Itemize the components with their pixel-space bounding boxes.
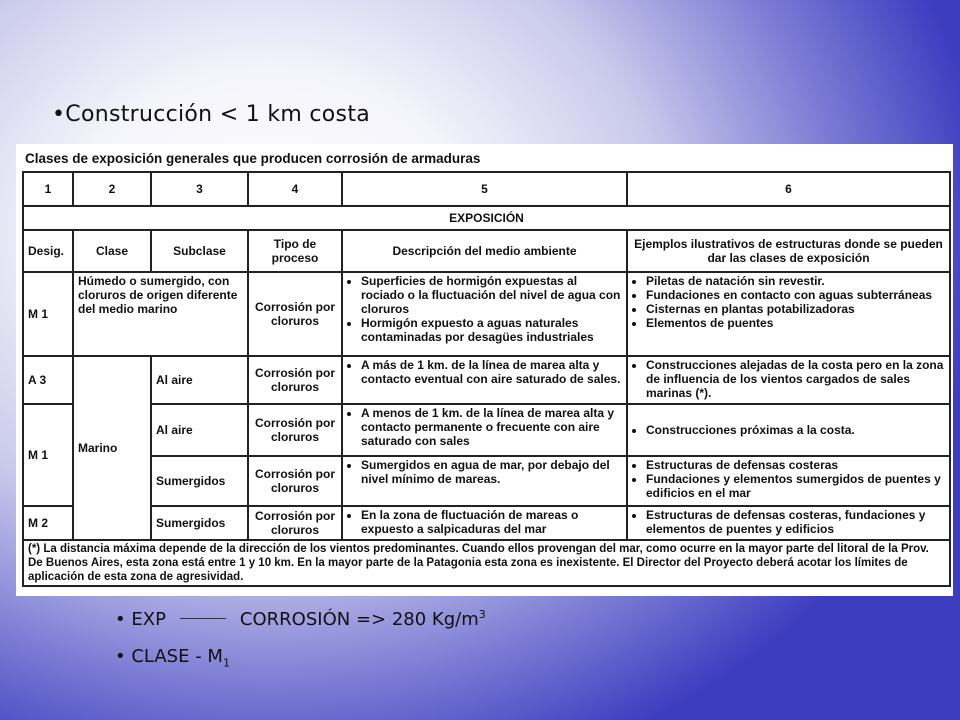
header-descripcion: Descripción del medio ambiente: [342, 230, 627, 272]
header-ejemplos: Ejemplos ilustrativos de estructuras donde se pueden dar las clases de exposición: [627, 230, 950, 272]
exposure-table-image: [16, 144, 953, 596]
header-desig: Desig.: [23, 230, 73, 272]
header-tipo: Tipo de proceso: [248, 230, 342, 272]
column-number-row: [23, 172, 950, 206]
cell-ejemplos: [627, 404, 950, 456]
col-number: 3: [151, 172, 248, 206]
bullet-clase-label: CLASE - M: [131, 646, 223, 667]
list-item: • En la zona de fluctuación de mareas o expuesto a salpicaduras del mar: [361, 508, 622, 536]
table-caption: Clases de exposición generales que producen corrosión de armaduras: [25, 151, 481, 166]
bullet-exp-corrosion: [115, 608, 486, 630]
cell-subclase: Sumergidos: [151, 506, 248, 540]
col-number: 1: [23, 172, 73, 206]
list-item: • Estructuras de defensas costeras, fundaciones y elementos de puentes y edificios: [646, 508, 945, 536]
cell-desig: M 1: [23, 404, 73, 506]
cell-desig: M 1: [23, 272, 73, 356]
header-clase: Clase: [73, 230, 151, 272]
bullet-exp-label: EXP: [131, 609, 166, 630]
cell-descripcion: [342, 456, 627, 506]
cell-descripcion: [342, 404, 627, 456]
col-number: 4: [248, 172, 342, 206]
bullet-value: => 280 Kg/m: [355, 609, 479, 630]
cell-ejemplos: [627, 456, 950, 506]
cell-descripcion: [342, 356, 627, 404]
list-item: • Sumergidos en agua de mar, por debajo del nivel mínimo de mareas.: [361, 458, 622, 486]
cell-ejemplos: [627, 356, 950, 404]
bullet-corrosion-label: CORROSIÓN: [239, 609, 351, 630]
cell-desig: M 2: [23, 506, 73, 540]
col-number: 5: [342, 172, 627, 206]
cell-ejemplos: [627, 272, 950, 356]
cell-tipo: Corrosión por cloruros: [248, 272, 342, 356]
cell-subclase: Al aire: [151, 356, 248, 404]
cell-tipo: Corrosión por cloruros: [248, 404, 342, 456]
list-item: • Hormigón expuesto a aguas naturales contaminadas por desagües industriales: [361, 316, 622, 344]
cell-clase: Húmedo o sumergido, con cloruros de origen diferente del medio marino: [73, 272, 248, 356]
table-row: [23, 272, 950, 356]
col-number: 6: [627, 172, 950, 206]
list-item: • Fundaciones y elementos sumergidos de puentes y edificios en el mar: [646, 472, 945, 500]
cell-tipo: Corrosión por cloruros: [248, 506, 342, 540]
header-subclase: Subclase: [151, 230, 248, 272]
cell-subclase: Sumergidos: [151, 456, 248, 506]
cell-descripcion: [342, 506, 627, 540]
list-item: • A más de 1 km. de la línea de marea alta y contacto eventual con aire saturado de sales.: [361, 358, 622, 386]
bullet-dot: •: [115, 646, 126, 667]
list-item: • Elementos de puentes: [646, 316, 945, 330]
cell-clase-marino: Marino: [73, 356, 151, 540]
header-row: [23, 230, 950, 272]
list-item: • Fundaciones en contacto con aguas subterráneas: [646, 288, 945, 302]
cell-descripcion: [342, 272, 627, 356]
list-item: • Construcciones próximas a la costa.: [646, 423, 945, 437]
list-item: • Piletas de natación sin revestir.: [646, 274, 945, 288]
table-row: [23, 404, 950, 456]
list-item: • Construcciones alejadas de la costa pero en la zona de influencia de los vientos cargados de sales marinas (*).: [646, 358, 945, 400]
table-row: [23, 506, 950, 540]
col-number: 2: [73, 172, 151, 206]
table-footnote: (*) La distancia máxima depende de la dirección de los vientos predominantes. Cuando ellos provengan del mar, como ocurre en la mayor parte del litoral de la Prov. De Buenos Aires, esta zona está entre 1 y 10 km. En la mayor parte de la Patagonia esta zona es inexistente. El Director del Proyecto deberá acotar los límites de aplicación de esta zona de agresividad.: [23, 540, 950, 586]
bullet-value-exponent: 3: [478, 608, 486, 621]
cell-subclase: Al aire: [151, 404, 248, 456]
list-item: • Cisternas en plantas potabilizadoras: [646, 302, 945, 316]
cell-tipo: Corrosión por cloruros: [248, 356, 342, 404]
list-item: • Estructuras de defensas costeras: [646, 458, 945, 472]
cell-tipo: Corrosión por cloruros: [248, 456, 342, 506]
list-item: • Superficies de hormigón expuestas al rociado o la fluctuación del nivel de agua con cloruros: [361, 274, 622, 316]
list-item: • A menos de 1 km. de la línea de marea alta y contacto permanente o frecuente con aire saturado con sales: [361, 406, 622, 448]
connector-line: [180, 618, 226, 619]
table-row: [23, 356, 950, 404]
slide-title: •Construcción < 1 km costa: [52, 102, 371, 127]
exposicion-header: EXPOSICIÓN: [23, 206, 950, 230]
cell-ejemplos: [627, 506, 950, 540]
bullet-clase-subscript: 1: [222, 656, 230, 670]
table-row: [23, 456, 950, 506]
bullet-clase: [115, 646, 230, 670]
exposure-table: [22, 171, 951, 587]
bullet-dot: •: [115, 609, 126, 630]
cell-desig: A 3: [23, 356, 73, 404]
